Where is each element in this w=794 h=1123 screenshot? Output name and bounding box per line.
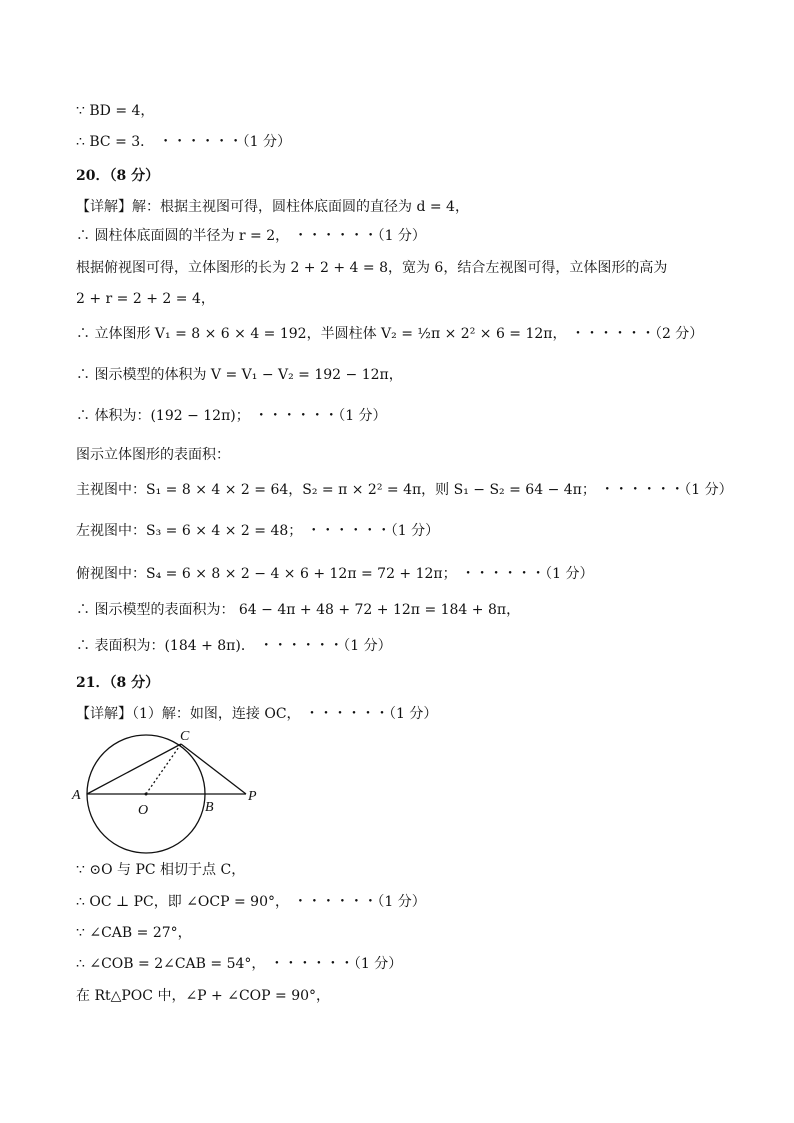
line-20: ∴ OC ⊥ PC，即 ∠OCP = 90°， ・・・・・・（1 分） (76, 894, 426, 910)
line-14: 俯视图中：S₄ = 6 × 8 × 2 − 4 × 6 + 12π = 72 + 12π； ・・・・・・（1 分） (76, 566, 594, 582)
line-16: ∴ 表面积为：(184 + 8π)． ・・・・・・（1 分） (76, 638, 392, 654)
line-7: 2 + r = 2 + 2 = 4， (76, 291, 215, 307)
line-2: ∴ BC = 3． ・・・・・・（1 分） (76, 134, 291, 150)
line-18: 【详解】（1）解：如图，连接 OC， ・・・・・・（1 分） (76, 706, 438, 722)
line-15: ∴ 图示模型的表面积为： 64 − 4π + 48 + 72 + 12π = 184 + 8π， (76, 602, 521, 618)
line-oc (146, 744, 181, 794)
line-cp (181, 744, 246, 794)
line-10: ∴ 体积为：(192 − 12π)； ・・・・・・（1 分） (76, 408, 387, 424)
question-20-header: 20．（8 分） (76, 168, 160, 184)
circle-tangent-figure (60, 722, 280, 857)
line-9: ∴ 图示模型的体积为 V = V₁ − V₂ = 192 − 12π， (76, 367, 403, 383)
label-o: O (138, 803, 149, 818)
line-12: 主视图中：S₁ = 8 × 4 × 2 = 64，S₂ = π × 2² = 4π，则 S₁ − S₂ = 64 − 4π； ・・・・・・（1 分） (76, 482, 733, 498)
line-13: 左视图中：S₃ = 6 × 4 × 2 = 48； ・・・・・・（1 分） (76, 523, 440, 539)
question-21-header: 21．（8 分） (76, 675, 160, 691)
line-22: ∴ ∠COB = 2∠CAB = 54°， ・・・・・・（1 分） (76, 956, 403, 972)
line-19: ∵ ⊙O 与 PC 相切于点 C， (76, 862, 246, 878)
label-c: C (180, 729, 190, 744)
line-4: 【详解】解：根据主视图可得，圆柱体底面圆的直径为 d = 4， (76, 199, 469, 215)
label-b: B (205, 800, 214, 815)
point-o (145, 793, 148, 796)
line-ac (87, 744, 181, 794)
line-8: ∴ 立体图形 V₁ = 8 × 6 × 4 = 192，半圆柱体 V₂ = ½π × 2² × 6 = 12π， ・・・・・・（2 分） (76, 326, 704, 342)
label-p: P (248, 789, 257, 804)
label-a: A (72, 788, 81, 803)
line-5: ∴ 圆柱体底面圆的半径为 r = 2， ・・・・・・（1 分） (76, 228, 426, 244)
line-21: ∵ ∠CAB = 27°， (76, 925, 192, 941)
line-1: ∵ BD = 4， (76, 103, 155, 119)
line-23: 在 Rt△POC 中，∠P + ∠COP = 90°， (76, 988, 331, 1004)
line-11: 图示立体图形的表面积： (76, 447, 230, 463)
line-6: 根据俯视图可得，立体图形的长为 2 + 2 + 4 = 8，宽为 6，结合左视图可得，立体图形的高为 (76, 260, 668, 276)
